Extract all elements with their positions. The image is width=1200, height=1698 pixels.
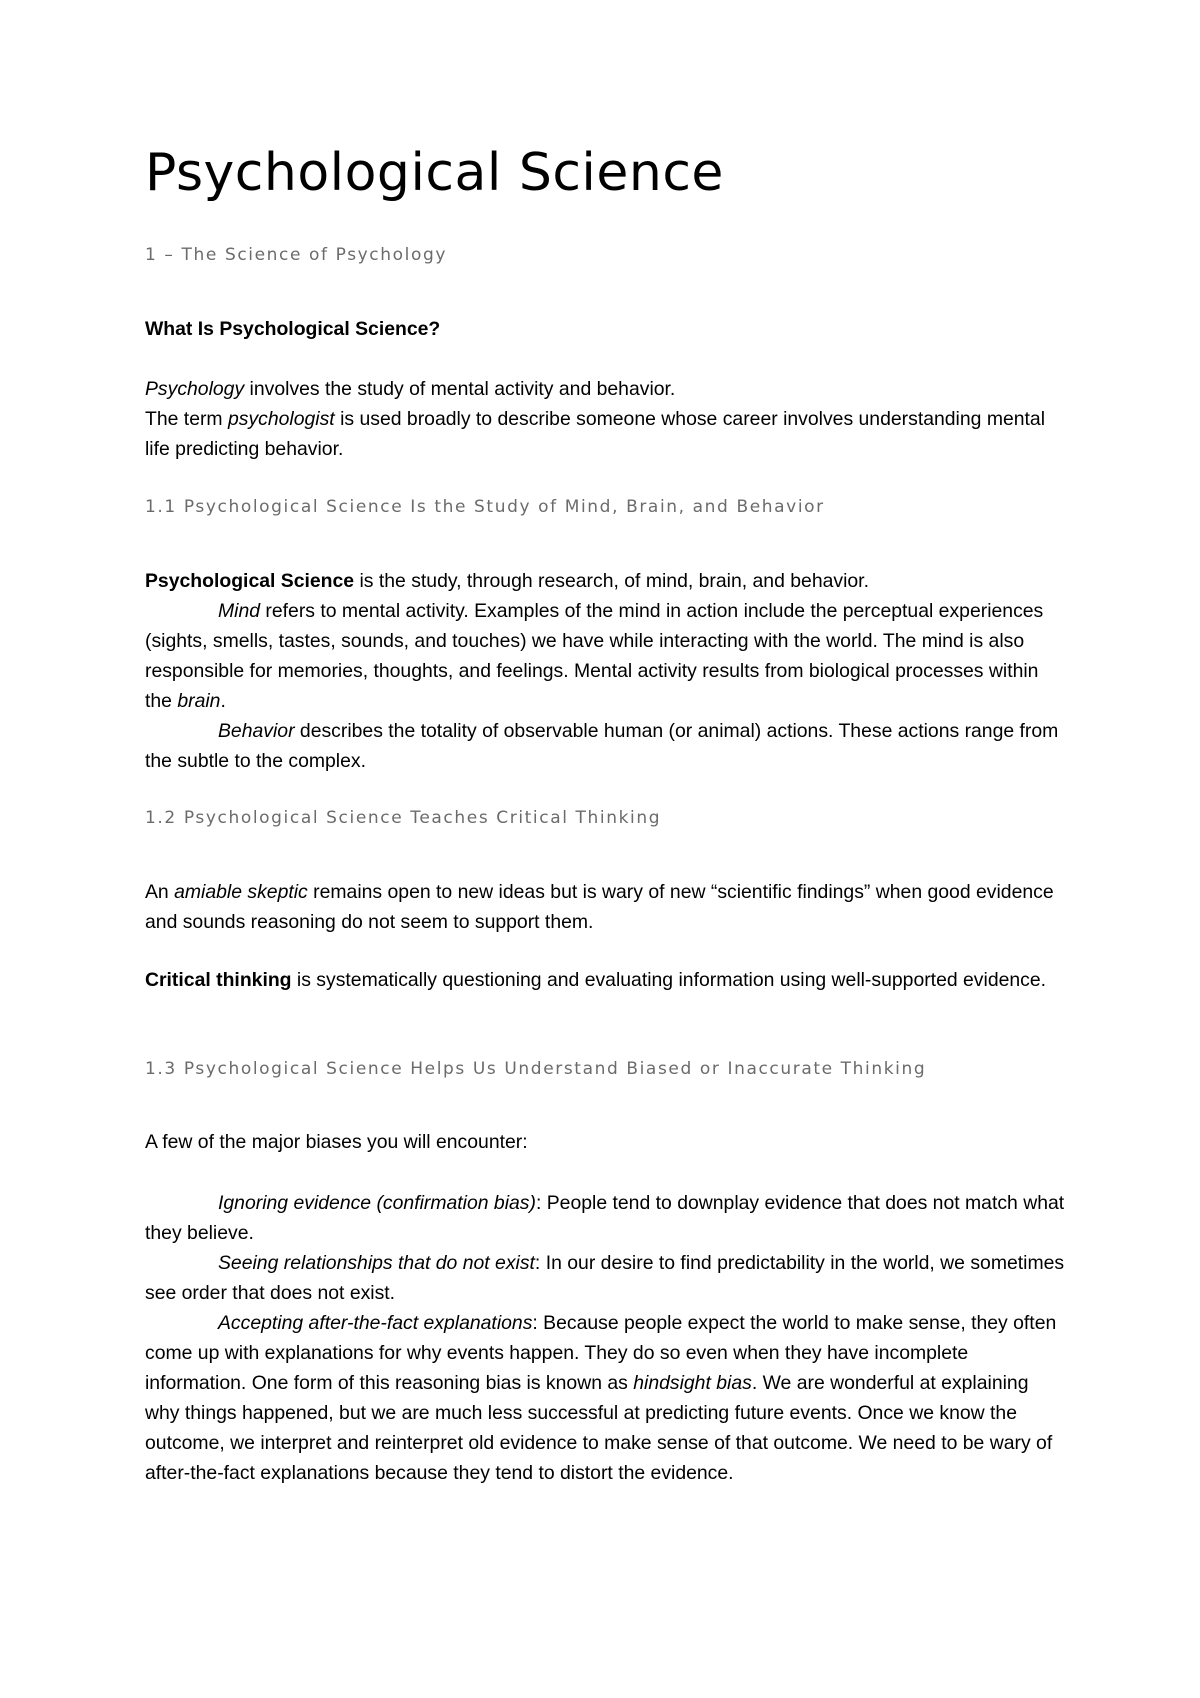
skeptic-text: remains open to new ideas but is wary of new “scientific findings” when good evidence and sounds reasoning do not seem to support them. xyxy=(145,881,1054,933)
mind-end: . xyxy=(220,690,226,712)
psychologist-lead: The term xyxy=(145,408,228,430)
critical-thinking-paragraph xyxy=(145,965,1065,995)
chapter-heading: 1 – The Science of Psychology xyxy=(145,245,448,265)
mind-text: refers to mental activity. Examples of the mind in action include the perceptual experiences (sights, smells, tastes, sounds, and touches) we have while interacting with the world. The mind is also responsible for memories, thoughts, and feelings. Mental activity results from biological processes within the xyxy=(145,600,1044,712)
section-1-1-heading: 1.1 Psychological Science Is the Study of Mind, Brain, and Behavior xyxy=(145,497,825,517)
what-is-section xyxy=(145,314,1065,344)
bias-item xyxy=(145,1308,1065,1488)
section-1-1-body xyxy=(145,566,1065,776)
bias-item xyxy=(145,1248,1065,1308)
critical-thinking-term: Critical thinking xyxy=(145,969,292,991)
psychologist-paragraph xyxy=(145,404,1065,464)
mind-term: Mind xyxy=(218,600,261,622)
bias-1-text: : People tend to downplay evidence that does not match what they believe. xyxy=(145,1192,1065,1244)
behavior-text: describes the totality of observable human (or animal) actions. These actions range from the subtle to the complex. xyxy=(145,720,1059,772)
psych-science-definition xyxy=(145,566,1065,596)
biases-list xyxy=(145,1188,1065,1488)
bias-3-term: Accepting after-the-fact explanations xyxy=(218,1312,533,1334)
section-1-2-heading: 1.2 Psychological Science Teaches Critical Thinking xyxy=(145,808,662,828)
bias-1-term: Ignoring evidence (confirmation bias) xyxy=(218,1192,536,1214)
section-1-3-heading: 1.3 Psychological Science Helps Us Understand Biased or Inaccurate Thinking xyxy=(145,1059,927,1079)
bias-2-term: Seeing relationships that do not exist xyxy=(218,1252,535,1274)
bias-3-text: : Because people expect the world to make sense, they often come up with explanations for why events happen. They do so even when they have incomplete information. One form of this reasoning bias is known as xyxy=(145,1312,1057,1394)
bias-2-text: : In our desire to find predictability in the world, we sometimes see order that does not exist. xyxy=(145,1252,1065,1304)
psychologist-term: psychologist xyxy=(227,408,335,430)
psychology-paragraph xyxy=(145,374,1065,404)
psych-science-term: Psychological Science xyxy=(145,570,355,592)
critical-thinking-block xyxy=(145,965,1065,995)
biases-intro-block xyxy=(145,1127,1065,1157)
document-title: Psychological Science xyxy=(145,143,724,203)
bias-3-end: . We are wonderful at explaining why things happened, but we are much less successful at predicting future events. Once we know the outcome, we interpret and reinterpret old evidence to make sense of that outcome. We need to be wary of after-the-fact explanations because they tend to distort the evidence. xyxy=(145,1372,1053,1484)
section-1-2-body xyxy=(145,877,1065,937)
skeptic-term: amiable skeptic xyxy=(174,881,308,903)
mind-paragraph xyxy=(145,596,1065,716)
behavior-paragraph xyxy=(145,716,1065,776)
skeptic-paragraph xyxy=(145,877,1065,937)
critical-thinking-text: is systematically questioning and evaluating information using well-supported evidence. xyxy=(291,969,1047,991)
skeptic-lead: An xyxy=(145,881,175,903)
psychology-definition xyxy=(145,374,1065,464)
hindsight-bias-term: hindsight bias xyxy=(633,1372,752,1394)
psychology-text: involves the study of mental activity and behavior. xyxy=(244,378,676,400)
bias-item xyxy=(145,1188,1065,1248)
brain-term: brain xyxy=(177,690,221,712)
biases-intro: A few of the major biases you will encounter: xyxy=(145,1131,528,1153)
behavior-term: Behavior xyxy=(218,720,295,742)
what-is-heading: What Is Psychological Science? xyxy=(145,318,441,340)
psychologist-text: is used broadly to describe someone whose career involves understanding mental life predicting behavior. xyxy=(145,408,1046,460)
psych-science-text: is the study, through research, of mind, brain, and behavior. xyxy=(354,570,869,592)
psychology-term: Psychology xyxy=(145,378,245,400)
